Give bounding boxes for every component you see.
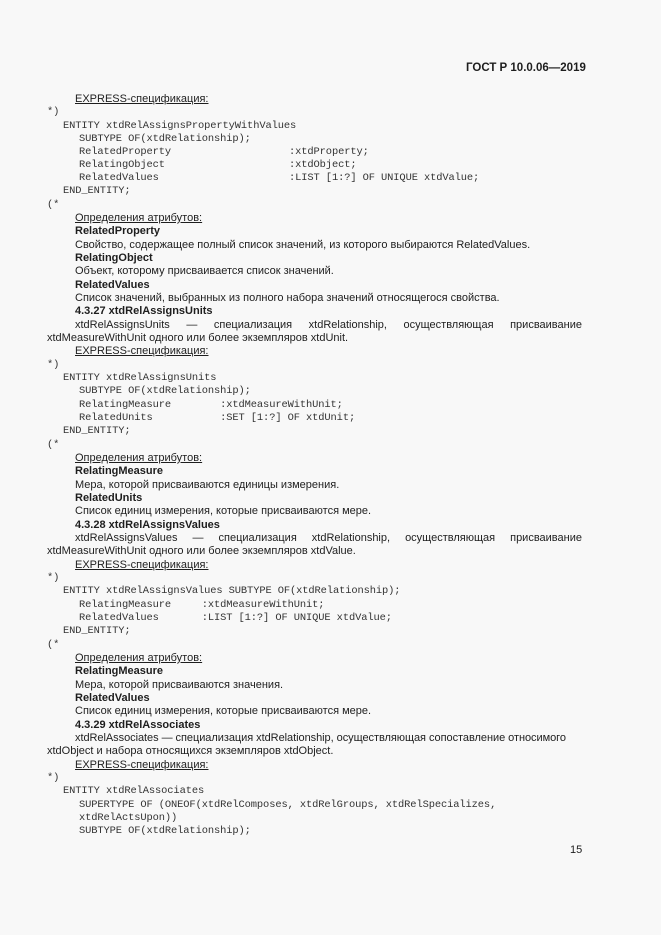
express-spec-label: EXPRESS-спецификация:: [75, 559, 209, 571]
code-line: SUPERTYPE OF (ONEOF(xtdRelComposes, xtdRelGroups, xtdRelSpecializes,: [79, 799, 497, 811]
para-word: специализация: [213, 319, 293, 331]
para-word: присваивание: [510, 532, 582, 544]
code-line: RelatedValues: [79, 172, 159, 184]
attr-name: RelatedProperty: [75, 225, 160, 237]
express-spec-label: EXPRESS-спецификация:: [75, 759, 209, 771]
standard-id-header: ГОСТ Р 10.0.06—2019: [466, 62, 586, 74]
attr-name: RelatingObject: [75, 252, 153, 264]
code-type: :LIST [1:?] OF UNIQUE xtdValue;: [289, 172, 480, 184]
code-line: RelatingMeasure :xtdMeasureWithUnit;: [79, 399, 343, 411]
code-line: RelatedValues :LIST [1:?] OF UNIQUE xtdValue;: [79, 612, 392, 624]
attr-desc: Свойство, содержащее полный список значений, из которого выбираются RelatedValues.: [75, 239, 531, 251]
comment-open: *): [47, 772, 60, 784]
attr-desc: Список единиц измерения, которые присваиваются мере.: [75, 705, 372, 717]
code-line: RelatedUnits :SET [1:?] OF xtdUnit;: [79, 412, 356, 424]
code-line: ENTITY xtdRelAssociates: [63, 785, 205, 797]
para-word: xtdRelationship,: [311, 532, 391, 544]
para-word: осуществляющая: [405, 532, 496, 544]
attr-name: RelatedUnits: [75, 492, 143, 504]
comment-close: (*: [47, 439, 60, 451]
para-word: специализация: [218, 532, 297, 544]
code-line: RelatingMeasure :xtdMeasureWithUnit;: [79, 599, 325, 611]
para-line: xtdMeasureWithUnit одного или более экземпляров xtdValue.: [47, 545, 356, 557]
attr-name: RelatedValues: [75, 692, 150, 704]
attr-defs-label: Определения атрибутов:: [75, 652, 203, 664]
code-line: RelatingObject: [79, 159, 165, 171]
attr-name: RelatingMeasure: [75, 665, 164, 677]
attr-desc: Мера, которой присваиваются единицы измерения.: [75, 479, 340, 491]
para-word: xtdRelationship,: [308, 319, 387, 331]
comment-close: (*: [47, 199, 60, 211]
comment-close: (*: [47, 639, 60, 651]
para-word: —: [192, 532, 204, 544]
comment-open: *): [47, 106, 60, 118]
section-heading-4-3-28: 4.3.28 xtdRelAssignsValues: [75, 519, 220, 531]
attr-desc: Мера, которой присваиваются значения.: [75, 679, 284, 691]
code-line: RelatedProperty: [79, 146, 172, 158]
code-line: SUBTYPE OF(xtdRelationship);: [79, 385, 251, 397]
para-word: присваивание: [510, 319, 582, 331]
section-heading-4-3-27: 4.3.27 xtdRelAssignsUnits: [75, 305, 213, 317]
express-spec-label: EXPRESS-спецификация:: [75, 93, 209, 105]
attr-desc: Список значений, выбранных из полного набора значений относящегося свойства.: [75, 292, 500, 304]
page-number: 15: [570, 844, 583, 856]
code-line: SUBTYPE OF(xtdRelationship);: [79, 825, 251, 837]
code-line: END_ENTITY;: [63, 185, 131, 197]
comment-open: *): [47, 359, 60, 371]
attr-desc: Список единиц измерения, которые присваиваются мере.: [75, 505, 372, 517]
express-spec-label: EXPRESS-спецификация:: [75, 345, 209, 357]
para-word: —: [186, 319, 198, 331]
code-line: END_ENTITY;: [63, 425, 131, 437]
para-word: xtdRelAssignsUnits: [75, 319, 170, 331]
para-line: xtdObject и набора относящихся экземпляров xtdObject.: [47, 745, 334, 757]
para-word: xtdRelAssignsValues: [75, 532, 178, 544]
code-line: ENTITY xtdRelAssignsPropertyWithValues: [63, 120, 297, 132]
attr-defs-label: Определения атрибутов:: [75, 212, 203, 224]
comment-open: *): [47, 572, 60, 584]
section-heading-4-3-29: 4.3.29 xtdRelAssociates: [75, 719, 201, 731]
code-type: :xtdProperty;: [289, 146, 369, 158]
section-paragraph: [75, 319, 582, 332]
attr-name: RelatedValues: [75, 279, 150, 291]
code-line: SUBTYPE OF(xtdRelationship);: [79, 133, 251, 145]
code-line: xtdRelActsUpon)): [79, 812, 178, 824]
attr-name: RelatingMeasure: [75, 465, 164, 477]
code-line: ENTITY xtdRelAssignsValues SUBTYPE OF(xtdRelationship);: [63, 585, 401, 597]
code-line: ENTITY xtdRelAssignsUnits: [63, 372, 217, 384]
attr-desc: Объект, которому присваивается список значений.: [75, 265, 334, 277]
para-line: xtdRelAssociates — специализация xtdRelationship, осуществляющая сопоставление относимого: [75, 732, 566, 744]
section-paragraph: [75, 532, 582, 545]
para-line: xtdMeasureWithUnit одного или более экземпляров xtdUnit.: [47, 332, 349, 344]
code-type: :xtdObject;: [289, 159, 357, 171]
para-word: осуществляющая: [403, 319, 494, 331]
code-line: END_ENTITY;: [63, 625, 131, 637]
attr-defs-label: Определения атрибутов:: [75, 452, 203, 464]
